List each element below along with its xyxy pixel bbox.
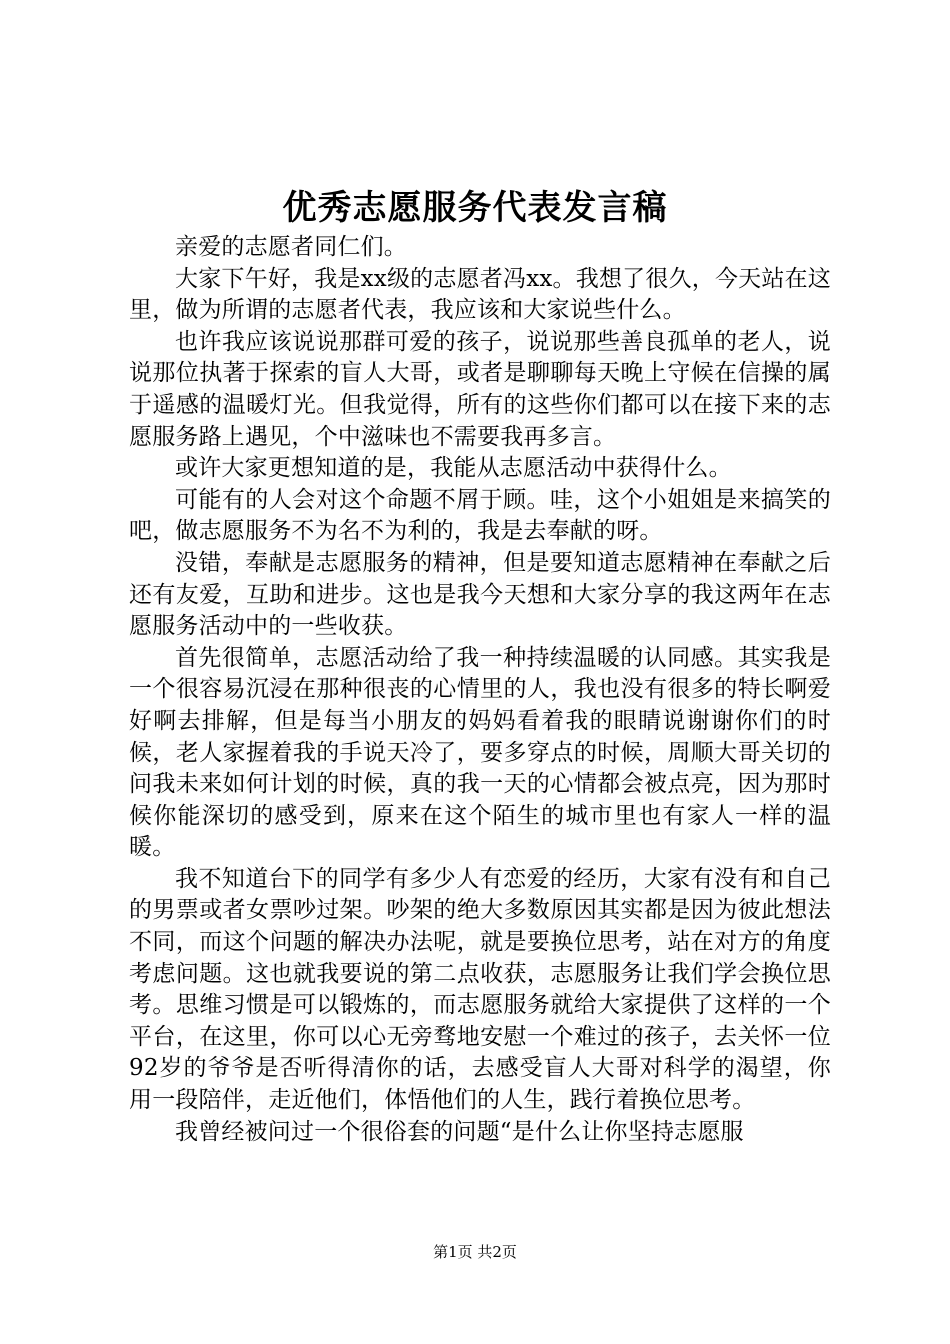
page-number-footer: 第1页 共2页 bbox=[433, 1243, 517, 1261]
paragraph-closing-question: 我曾经被问过一个很俗套的问题“是什么让你坚持志愿服 bbox=[175, 1118, 744, 1145]
document-title: 优秀志愿服务代表发言稿 bbox=[282, 188, 668, 228]
paragraph-question: 或许大家更想知道的是，我能从志愿活动中获得什么。 bbox=[175, 455, 732, 482]
paragraph-greeting: 亲爱的志愿者同仁们。 bbox=[175, 234, 407, 260]
paragraph-second-gain: 我不知道台下的同学有多少人有恋爱的经历，大家有没有和自己的男票或者女票吵过架。吵架的绝大多数原因其实都是因为彼此想法不同，而这个问题的解决办法呢，就是要换位思考，站在对方的角度考虑问题。这也就我要说的第二点收获，志愿服务让我们学会换位思考。思维习惯是可以锻炼的，而志愿服务就给大家提供了这样的一个平台，在这里，你可以心无旁骛地安慰一个难过的孩子，去关怀一位92岁的爷爷是否听得清你的话，去感受盲人大哥对科学的渴望，你用一段陪伴，走近他们，体悟他们的人生，践行着换位思考。 bbox=[129, 865, 831, 1114]
paragraph-intro: 大家下午好，我是xx级的志愿者冯xx。我想了很久，今天站在这里，做为所谓的志愿者代表，我应该和大家说些什么。 bbox=[129, 265, 831, 324]
paragraph-experiences: 也许我应该说说那群可爱的孩子，说说那些善良孤单的老人，说说那位执著于探索的盲人大哥，或者是聊聊每天晚上守候在信操的属于遥感的温暖灯光。但我觉得，所有的这些你们都可以在接下来的志愿服务路上遇见，个中滋味也不需要我再多言。 bbox=[129, 328, 831, 450]
paragraph-spirit: 没错，奉献是志愿服务的精神，但是要知道志愿精神在奉献之后还有友爱，互助和进步。这也是我今天想和大家分享的我这两年在志愿服务活动中的一些收获。 bbox=[129, 549, 831, 640]
document-body bbox=[129, 232, 831, 1148]
paragraph-objection: 可能有的人会对这个命题不屑于顾。哇，这个小姐姐是来搞笑的吧，做志愿服务不为名不为利的，我是去奉献的呀。 bbox=[129, 486, 831, 545]
paragraph-first-gain: 首先很简单，志愿活动给了我一种持续温暖的认同感。其实我是一个很容易沉浸在那种很丧的心情里的人，我也没有很多的特长啊爱好啊去排解，但是每当小朋友的妈妈看着我的眼睛说谢谢你们的时候，老人家握着我的手说天冷了，要多穿点的时候，周顺大哥关切的问我未来如何计划的时候，真的我一天的心情都会被点亮，因为那时候你能深切的感受到，原来在这个陌生的城市里也有家人一样的温暖。 bbox=[129, 644, 831, 861]
